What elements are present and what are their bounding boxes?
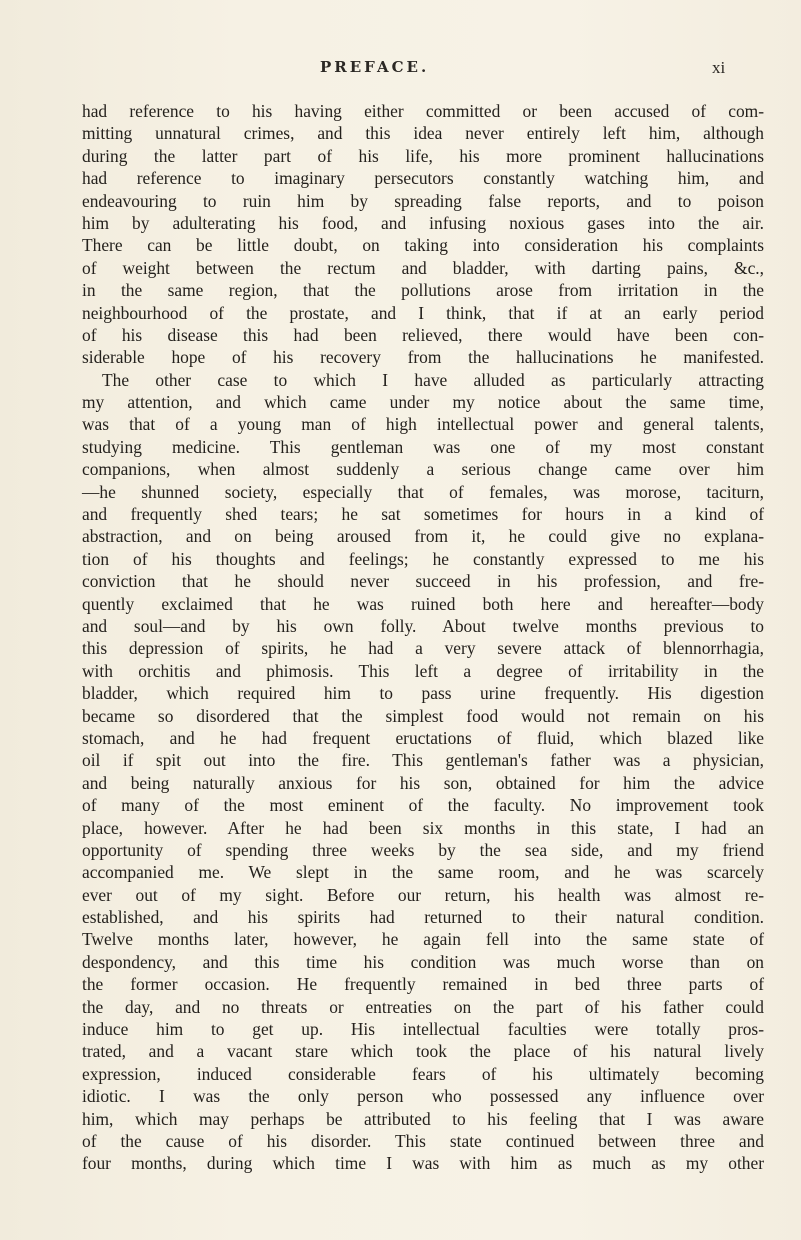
text-line: Twelve months later, however, he again fell into the same state of: [82, 929, 764, 950]
text-line: of the cause of his disorder. This state continued between three and: [82, 1130, 764, 1151]
text-line: with orchitis and phimosis. This left a degree of irritability in the: [82, 660, 764, 681]
body-text: [82, 100, 764, 1175]
text-line: of his disease this had been relieved, there would have been con-: [82, 324, 764, 345]
text-line: There can be little doubt, on taking into consideration his complaints: [82, 235, 764, 256]
text-line: stomach, and he had frequent eructations of fluid, which blazed like: [82, 727, 764, 748]
text-line: induce him to get up. His intellectual faculties were totally pros-: [82, 1019, 764, 1040]
text-line: oil if spit out into the fire. This gentleman's father was a physician,: [82, 750, 764, 771]
text-line: studying medicine. This gentleman was one of my most constant: [82, 436, 764, 457]
text-line: was that of a young man of high intellectual power and general talents,: [82, 414, 764, 435]
page-header: [0, 58, 801, 88]
text-line: —he shunned society, especially that of females, was morose, taciturn,: [82, 481, 764, 502]
text-line: and soul—and by his own folly. About twelve months previous to: [82, 615, 764, 636]
text-line: four months, during which time I was with him as much as my other: [82, 1153, 764, 1174]
text-line: him, which may perhaps be attributed to his feeling that I was aware: [82, 1108, 764, 1129]
text-line: of many of the most eminent of the faculty. No improvement took: [82, 795, 764, 816]
text-line: abstraction, and on being aroused from it, he could give no explana-: [82, 526, 764, 547]
text-line: place, however. After he had been six months in this state, I had an: [82, 817, 764, 838]
text-line: of weight between the rectum and bladder, with darting pains, &c.,: [82, 257, 764, 278]
text-line: siderable hope of his recovery from the hallucinations he manifested.: [82, 347, 764, 368]
text-line: this depression of spirits, he had a very severe attack of blennorrhagia,: [82, 638, 764, 659]
text-line: endeavouring to ruin him by spreading false reports, and to poison: [82, 190, 764, 211]
text-line: The other case to which I have alluded as particularly attracting: [102, 369, 764, 390]
text-line: him by adulterating his food, and infusing noxious gases into the air.: [82, 212, 764, 233]
text-line: mitting unnatural crimes, and this idea never entirely left him, although: [82, 123, 764, 144]
text-line: had reference to imaginary persecutors constantly watching him, and: [82, 168, 764, 189]
text-line: during the latter part of his life, his more prominent hallucinations: [82, 145, 764, 166]
running-head: PREFACE.: [320, 58, 430, 76]
text-line: quently exclaimed that he was ruined both here and hereafter—body: [82, 593, 764, 614]
text-line: my attention, and which came under my notice about the same time,: [82, 392, 764, 413]
text-line: and being naturally anxious for his son, obtained for him the advice: [82, 772, 764, 793]
text-line: ever out of my sight. Before our return, his health was almost re-: [82, 884, 764, 905]
text-line: in the same region, that the pollutions arose from irritation in the: [82, 280, 764, 301]
text-line: companions, when almost suddenly a serious change came over him: [82, 459, 764, 480]
text-line: the day, and no threats or entreaties on the part of his father could: [82, 996, 764, 1017]
text-line: trated, and a vacant stare which took the place of his natural lively: [82, 1041, 764, 1062]
text-line: opportunity of spending three weeks by the sea side, and my friend: [82, 839, 764, 860]
page-number: xi: [712, 58, 726, 77]
text-line: bladder, which required him to pass urine frequently. His digestion: [82, 683, 764, 704]
text-line: became so disordered that the simplest food would not remain on his: [82, 705, 764, 726]
text-line: established, and his spirits had returned to their natural condition.: [82, 907, 764, 928]
text-line: had reference to his having either committed or been accused of com-: [82, 101, 764, 121]
text-line: neighbourhood of the prostate, and I think, that if at an early period: [82, 302, 764, 323]
text-line: expression, induced considerable fears of his ultimately becoming: [82, 1063, 764, 1084]
text-line: accompanied me. We slept in the same room, and he was scarcely: [82, 862, 764, 883]
text-line: tion of his thoughts and feelings; he constantly expressed to me his: [82, 548, 764, 569]
text-line: idiotic. I was the only person who possessed any influence over: [82, 1086, 764, 1107]
text-line: the former occasion. He frequently remained in bed three parts of: [82, 974, 764, 995]
text-line: and frequently shed tears; he sat sometimes for hours in a kind of: [82, 504, 764, 525]
text-line: despondency, and this time his condition was much worse than on: [82, 951, 764, 972]
text-line: conviction that he should never succeed in his profession, and fre-: [82, 571, 764, 592]
